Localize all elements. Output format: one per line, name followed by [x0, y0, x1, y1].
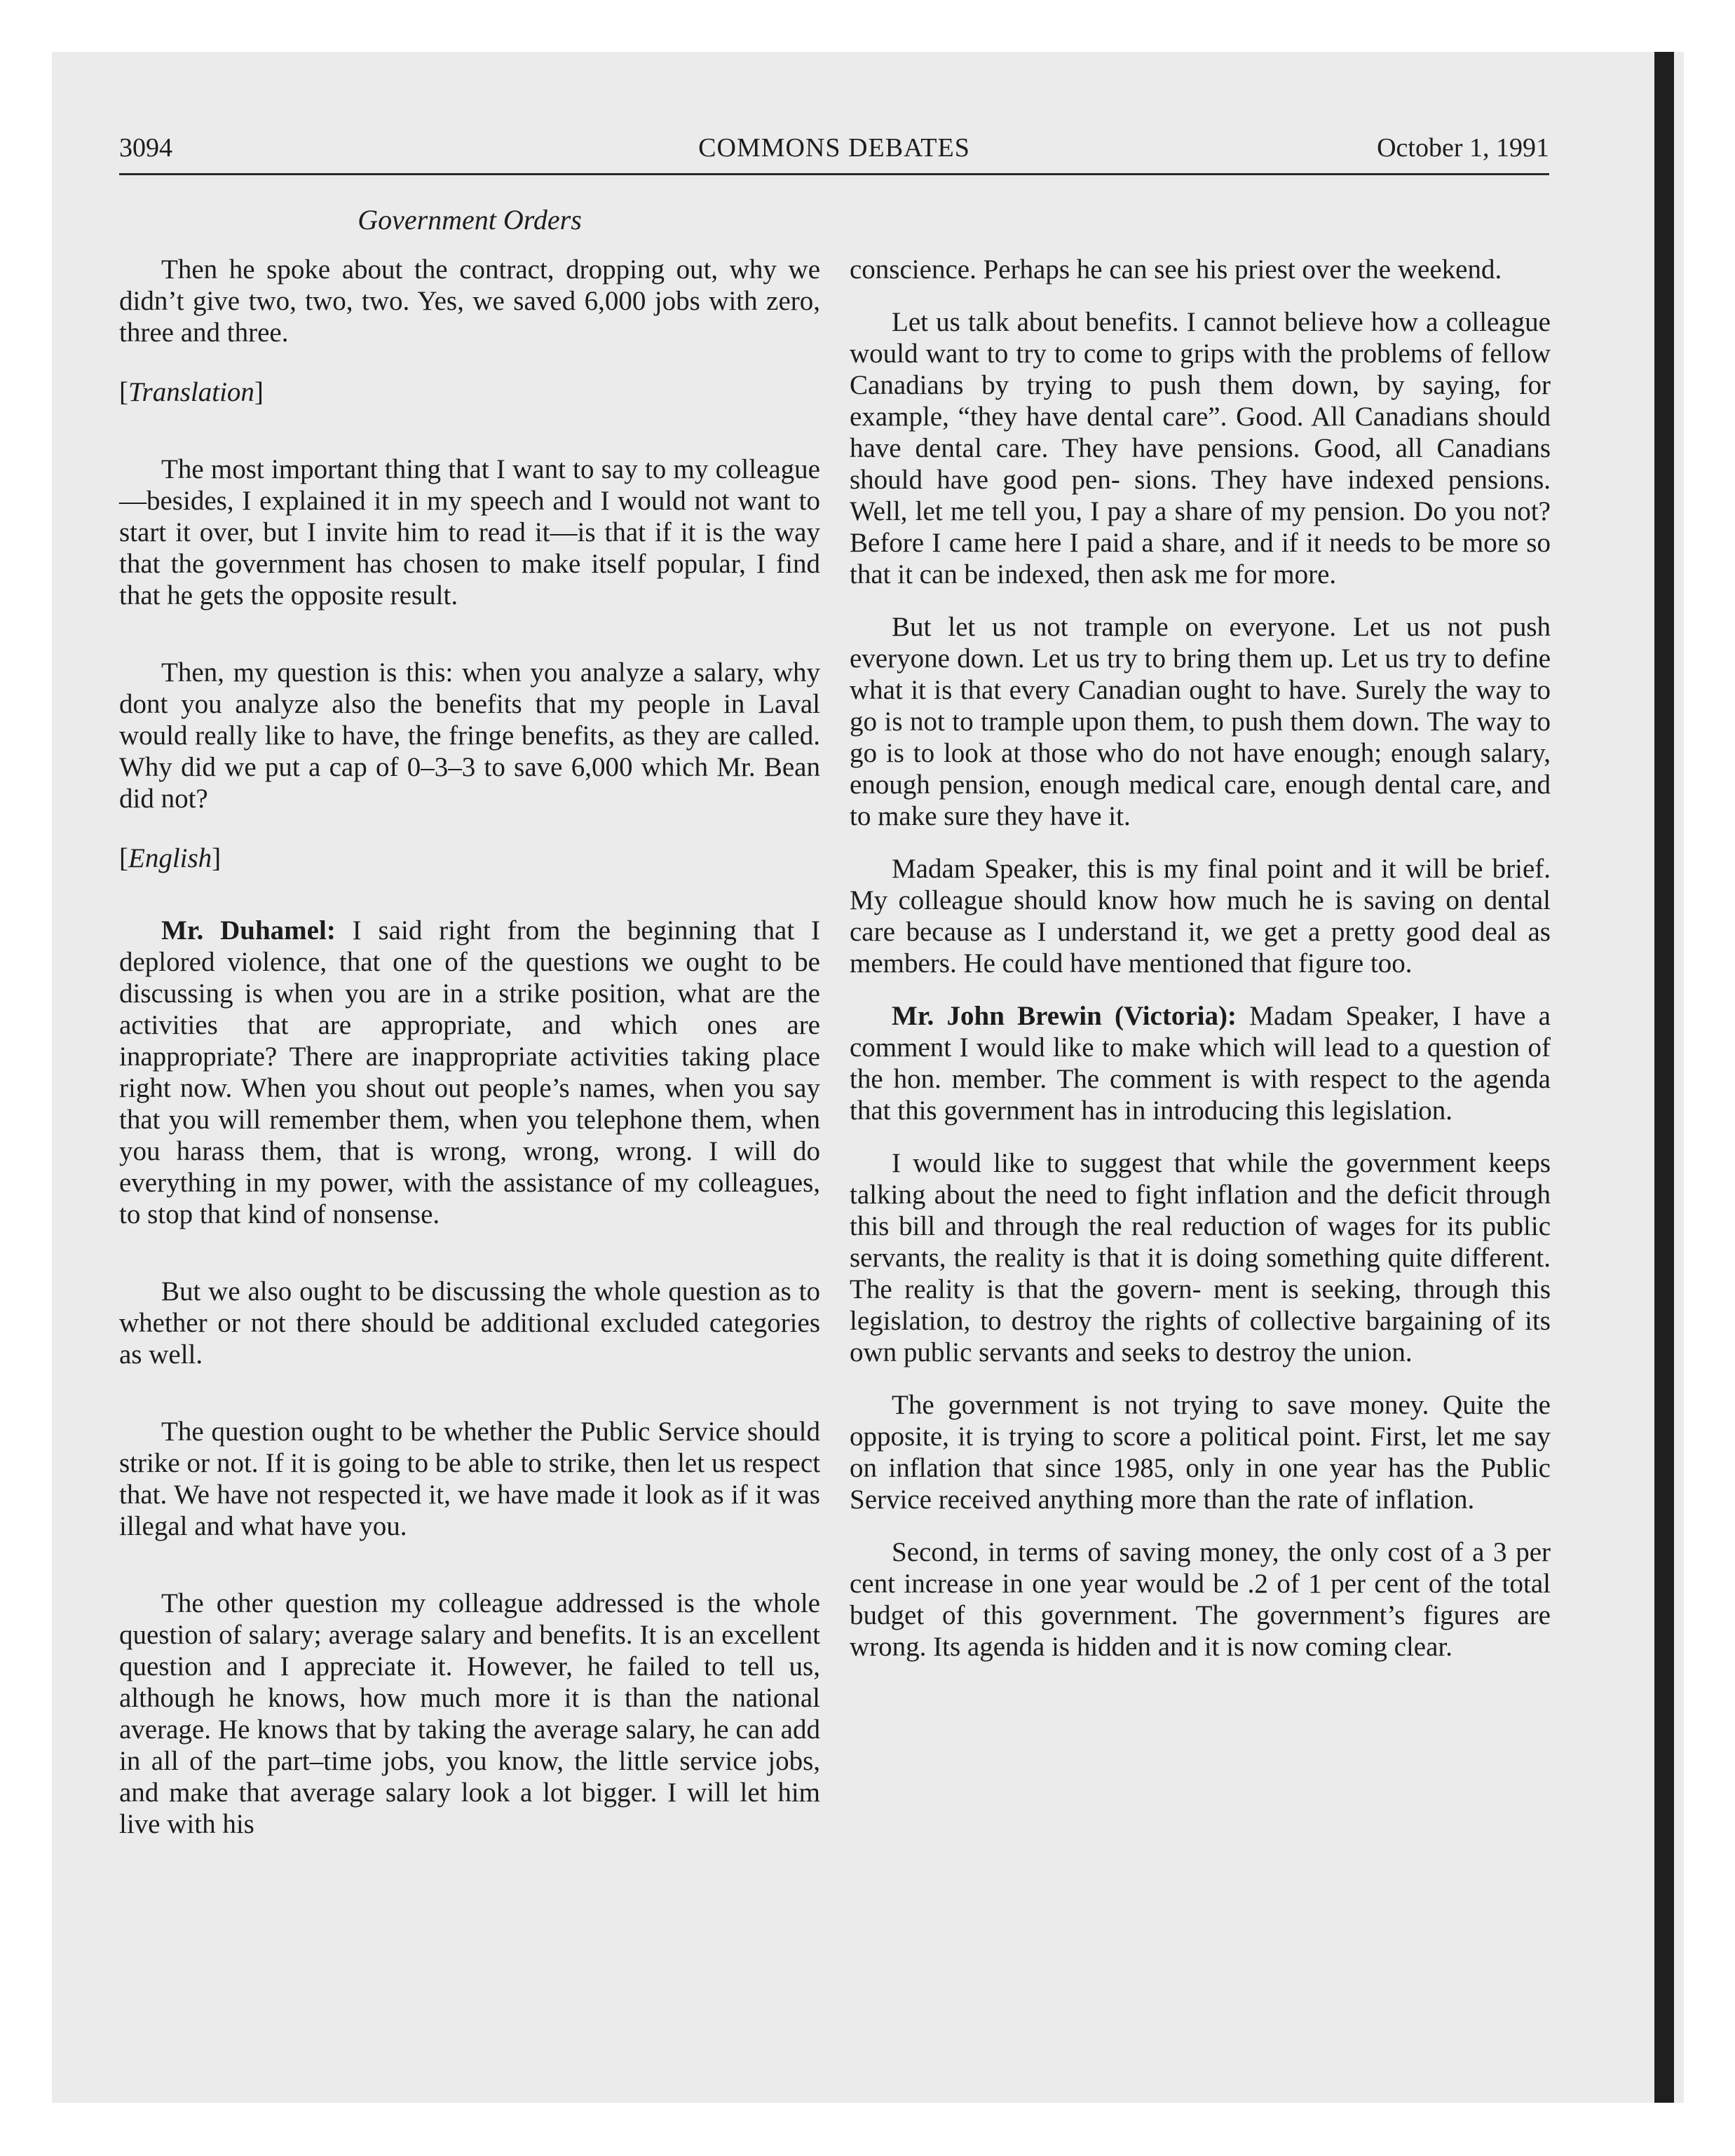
page-number: 3094	[119, 133, 172, 163]
scan-edge-bar	[1654, 52, 1674, 2103]
paragraph: Then, my question is this: when you analyze a salary, why dont you analyze also the benefits that my people in Laval would really like to have, the fringe benefits, as they are called. Why did we put a cap of 0–3–3 to save 6,000 which Mr. Bean did not?	[119, 657, 820, 814]
paragraph: The government is not trying to save money. Quite the opposite, it is trying to score a political point. First, let me say on inflation that since 1985, only in one year has the Public Service received anything more than the rate of inflation.	[850, 1390, 1551, 1515]
publication-title: COMMONS DEBATES	[698, 133, 970, 163]
speech-duhamel	[119, 915, 820, 1230]
paragraph: conscience. Perhaps he can see his priest over the weekend.	[850, 254, 1502, 285]
paragraph: The most important thing that I want to say to my colleague—besides, I explained it in my speech and I would not want to start it over, but I invite him to read it—is that if it is the way that the government has chosen to make itself popular, I find that he gets the opposite result.	[119, 454, 820, 610]
right-column	[850, 254, 1551, 1663]
paragraph: But let us not trample on everyone. Let us not push everyone down. Let us try to bring them up. Let us try to define what it is that every Canadian ought to have. Surely the way to go is not to trample upon them, to push them down. The way to go is to look at those who do not have enough; enough salary, enough pension, enough medical care, enough dental care, and to make sure they have it.	[850, 612, 1551, 831]
page-header	[119, 130, 1549, 175]
paragraph: But we also ought to be discussing the whole question as to whether or not there should be additional excluded categories as well.	[119, 1276, 820, 1370]
speech-brewin	[850, 1000, 1551, 1126]
translation-tag: [Translation]	[119, 377, 264, 407]
paragraph: Second, in terms of saving money, the only cost of a 3 per cent increase in one year would be .2 of 1 per cent of the total budget of this government. The government’s figures are wrong. Its agenda is hidden and it is now coming clear.	[850, 1537, 1551, 1662]
paragraph: I would like to suggest that while the government keeps talking about the need to fight inflation and the deficit through this bill and through the real reduction of wages for its public servants, the reality is that it is doing something quite different. The reality is that the govern- ment is seeking, through this legislation, to destroy the rights of collective bargaining of its own public servants and seeks to destroy the union.	[850, 1148, 1551, 1367]
translation-tag-text: Translation	[128, 377, 254, 407]
left-column	[119, 254, 820, 1840]
english-tag-text: English	[128, 843, 212, 873]
speech-text: I said right from the beginning that I deplored violence, that one of the questions we ought to be discussing is when you are in a strike position, what are the activities that are appropriate, and which ones are inappropriate? There are inappropriate activities taking place right now. When you shout out people’s names, when you say that you will remember them, when you telephone them, when you harass them, that is wrong, wrong, wrong. I will do everything in my power, with the assistance of my colleagues, to stop that kind of nonsense.	[119, 915, 820, 1229]
paragraph: The question ought to be whether the Public Service should strike or not. If it is going to be able to strike, then let us respect that. We have not respected it, we have made it look as if it was illegal and what have you.	[119, 1417, 820, 1541]
publication-date: October 1, 1991	[1377, 133, 1549, 163]
section-title: Government Orders	[358, 204, 582, 236]
speaker-name: Mr. John Brewin (Victoria):	[892, 1001, 1237, 1031]
paragraph: Then he spoke about the contract, dropping out, why we didn’t give two, two, two. Yes, we saved 6,000 jobs with zero, three and three.	[119, 254, 820, 348]
english-tag: [English]	[119, 843, 222, 873]
speaker-name: Mr. Duhamel:	[161, 915, 336, 946]
paragraph: Let us talk about benefits. I cannot believe how a colleague would want to try to come to grips with the problems of fellow Canadians by trying to push them down, by saying, for example, “they have dental care”. Good. All Canadians should have dental care. They have pensions. Good, all Canadians should have good pen- sions. They have indexed pensions. Well, let me tell you, I pay a share of my pension. Do you not? Before I came here I paid a share, and if it needs to be more so that it can be indexed, then ask me for more.	[850, 307, 1551, 589]
paragraph: Madam Speaker, this is my final point and it will be brief. My colleague should know how much he is saving on dental care because as I understand it, we get a pretty good deal as members. He could have mentioned that figure too.	[850, 854, 1551, 978]
paragraph: The other question my colleague addressed is the whole question of salary; average salary and benefits. It is an excellent question and I appreciate it. However, he failed to tell us, although he knows, how much more it is than the national average. He knows that by taking the average salary, he can add in all of the part–time jobs, you know, the little service jobs, and make that average salary look a lot bigger. I will let him live with his	[119, 1588, 820, 1839]
speech-text: Madam Speaker, I have a comment I would like to make which will lead to a question of the hon. member. The comment is with respect to the agenda that this government has in introducing this legislation.	[850, 1001, 1551, 1126]
